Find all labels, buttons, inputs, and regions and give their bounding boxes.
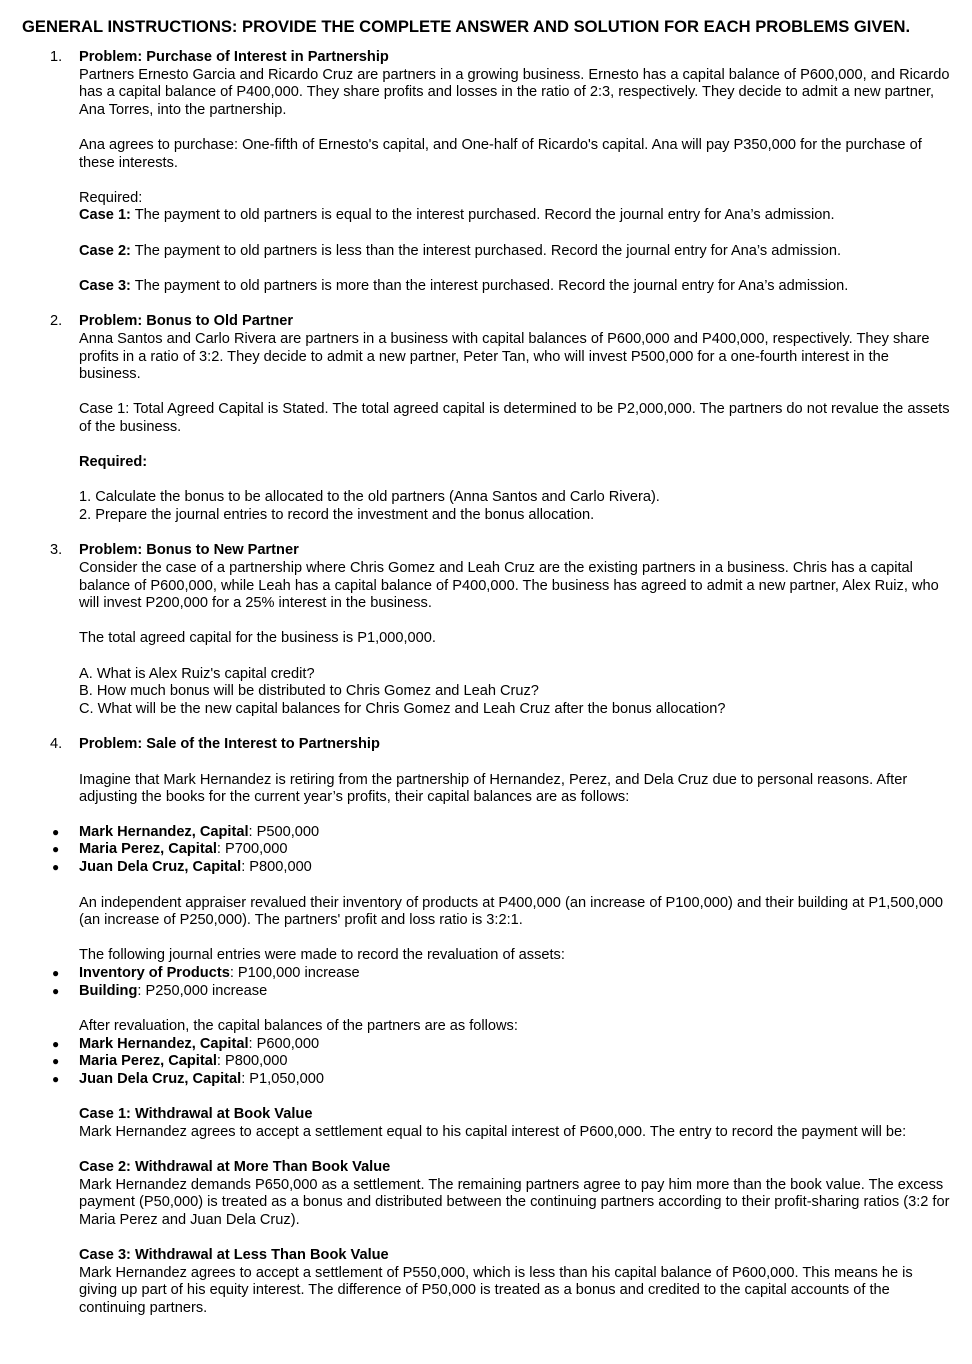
problem-2 <box>22 313 950 524</box>
list-item: ● Juan Dela Cruz, Capital: P1,050,000 <box>52 1070 324 1087</box>
case-1-text: Mark Hernandez agrees to accept a settlement equal to his capital interest of P600,000. The entry to record the payment will be: <box>79 1124 907 1141</box>
case-label: Case 3: <box>79 277 131 294</box>
problem-number: 1. <box>50 49 63 65</box>
page-title: GENERAL INSTRUCTIONS: PROVIDE THE COMPLETE ANSWER AND SOLUTION FOR EACH PROBLEMS GIVEN. <box>22 17 911 36</box>
case-text: The payment to old partners is more than the interest purchased. Record the journal entry for Ana’s admission. <box>130 277 849 294</box>
case-2 <box>79 243 950 261</box>
case-2-text: Mark Hernandez demands P650,000 as a settlement. The remaining partners agree to pay him more than the book value. The excess payment (P50,000) is treated as a bonus and distributed between the continuing partners according to their profit-sharing ratios (3:2 for Maria Perez and Juan Dela Cruz). <box>79 1176 950 1229</box>
case-3 <box>79 278 950 296</box>
problem-1 <box>22 49 950 295</box>
case-2-title: Case 2: Withdrawal at More Than Book Value <box>79 1159 391 1176</box>
question-c: C. What will be the new capital balances for Chris Gomez and Leah Cruz after the bonus allocation? <box>79 700 726 717</box>
case-1-title: Case 1: Withdrawal at Book Value <box>79 1106 313 1123</box>
revaluation-entries-list <box>22 965 950 1000</box>
case-1: Case 1: Total Agreed Capital is Stated. The total agreed capital is determined to be P2,000,000. The partners do not revalue the assets of the business. <box>79 401 950 435</box>
after-balances-list <box>22 1036 950 1089</box>
appraiser-note: An independent appraiser revalued their inventory of products at P400,000 (an increase of P100,000) and their building at P1,500,000 (an increase of P250,000). The partners' profit and loss ratio is 3:2:1. The following journal entries were made to record the revaluation of assets: <box>22 895 950 965</box>
capital-balances-list <box>22 824 950 877</box>
case-3-title: Case 3: Withdrawal at Less Than Book Value <box>79 1247 389 1264</box>
problem-intro: Anna Santos and Carlo Rivera are partners in a business with capital balances of P600,000 and P400,000, respectively. They share profits in a ratio of 3:2. They decide to admit a new partner, Peter Tan, who will invest P500,000 for a one-fourth interest in the business. <box>79 330 930 383</box>
list-item: ● Inventory of Products: P100,000 increase <box>52 964 360 981</box>
list-item: ● Building: P250,000 increase <box>52 982 268 999</box>
list-item: ● Mark Hernandez, Capital: P600,000 <box>52 1035 320 1052</box>
required-label: Required: <box>79 454 148 471</box>
problem-title: Problem: Sale of the Interest to Partnership <box>79 736 380 753</box>
case-text: The payment to old partners is equal to the interest purchased. Record the journal entry for Ana’s admission. <box>130 207 835 224</box>
problem-title: Problem: Purchase of Interest in Partnership <box>79 49 389 65</box>
bullet-icon: ● <box>52 824 60 839</box>
required-label: Required: <box>79 189 143 206</box>
bullet-icon: ● <box>52 965 60 980</box>
case-label: Case 1: <box>79 207 131 224</box>
problem-number: 2. <box>50 313 63 330</box>
bullet-icon: ● <box>52 983 60 998</box>
case-1 <box>79 207 950 225</box>
withdrawal-cases <box>22 1106 950 1317</box>
problem-number: 3. <box>50 542 63 559</box>
case-label: Case 2: <box>79 242 131 259</box>
problem-number: 4. <box>50 736 63 753</box>
case-3-text: Mark Hernandez agrees to accept a settlement of P550,000, which is less than his capital balance of P600,000. This means he is giving up part of his equity interest. The difference of P50,000 is treated as a bonus and credited to the capital accounts of the continuing partners. <box>79 1264 913 1316</box>
entries-intro: The following journal entries were made to record the revaluation of assets: <box>79 947 565 964</box>
bullet-icon: ● <box>52 1036 60 1051</box>
bullet-icon: ● <box>52 1054 60 1069</box>
after-revaluation-intro: After revaluation, the capital balances of the partners are as follows: <box>79 1018 518 1035</box>
bullet-icon: ● <box>52 842 60 857</box>
bullet-icon: ● <box>52 1071 60 1086</box>
list-item: ● Juan Dela Cruz, Capital: P800,000 <box>52 858 312 875</box>
problem-intro: Partners Ernesto Garcia and Ricardo Cruz are partners in a growing business. Ernesto has a capital balance of P600,000, and Ricardo has a capital balance of P400,000. They share profits and losses in the ratio of 2:3, respectively. They decide to admit a new partner, Ana Torres, into the partnership. <box>79 66 950 118</box>
requirement-2: 2. Prepare the journal entries to record the investment and the bonus allocation. <box>79 506 595 523</box>
question-a: A. What is Alex Ruiz's capital credit? <box>79 665 315 682</box>
problem-title: Problem: Bonus to Old Partner <box>79 313 294 330</box>
total-capital: The total agreed capital for the business is P1,000,000. <box>79 630 436 647</box>
problem-title: Problem: Bonus to New Partner <box>79 542 299 559</box>
list-item: ● Maria Perez, Capital: P800,000 <box>52 1053 288 1070</box>
requirement-1: 1. Calculate the bonus to be allocated to the old partners (Anna Santos and Carlo Rivera). <box>79 489 660 506</box>
list-item: ● Maria Perez, Capital: P700,000 <box>52 841 288 858</box>
problem-intro: Imagine that Mark Hernandez is retiring from the partnership of Hernandez, Perez, and Dela Cruz due to personal reasons. After adjusting the books for the current year’s profits, their capital balances are as follows: <box>79 771 908 806</box>
question-b: B. How much bonus will be distributed to Chris Gomez and Leah Cruz? <box>79 683 539 700</box>
problem-4 <box>22 736 950 806</box>
case-text: The payment to old partners is less than the interest purchased. Record the journal entry for Ana’s admission. <box>130 242 841 259</box>
problem-intro: Consider the case of a partnership where Chris Gomez and Leah Cruz are the existing partners in a business. Chris has a capital balance of P600,000, while Leah has a capital balance of P400,000. The business has agreed to admit a new partner, Alex Ruiz, who will invest P200,000 for a 25% interest in the business. <box>79 560 939 612</box>
problem-agreement: Ana agrees to purchase: One-fifth of Ernesto's capital, and One-half of Ricardo's capital. Ana will pay P350,000 for the purchase of these interests. <box>79 136 922 171</box>
problem-3 <box>22 542 950 718</box>
bullet-icon: ● <box>52 859 60 874</box>
list-item: ● Mark Hernandez, Capital: P500,000 <box>52 823 320 840</box>
